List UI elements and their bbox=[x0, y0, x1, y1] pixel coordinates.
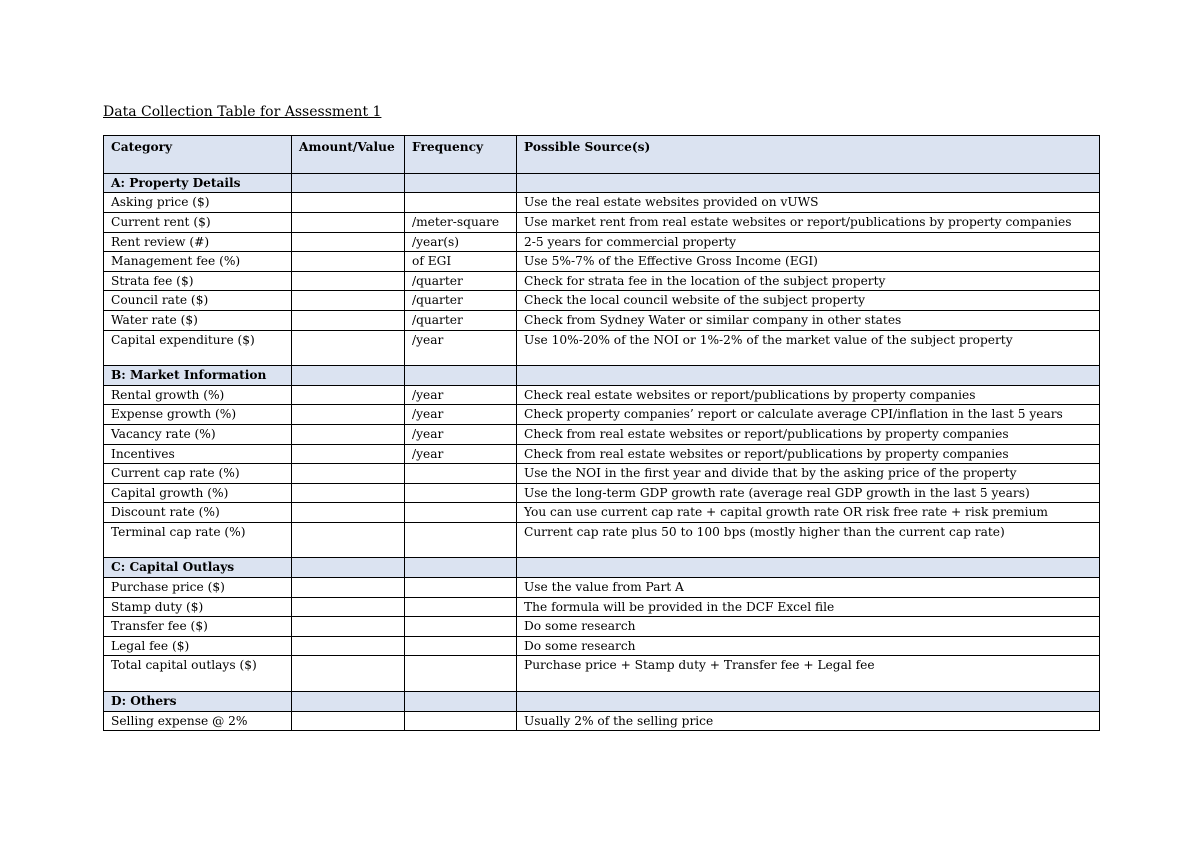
category-cell: Total capital outlays ($) bbox=[104, 656, 292, 692]
frequency-cell bbox=[405, 464, 517, 484]
category-cell: Rent review (#) bbox=[104, 232, 292, 252]
amount-cell[interactable] bbox=[292, 656, 405, 692]
source-cell: The formula will be provided in the DCF Excel file bbox=[517, 597, 1100, 617]
header-source: Possible Source(s) bbox=[517, 136, 1100, 174]
header-category: Category bbox=[104, 136, 292, 174]
table-row bbox=[104, 252, 1100, 272]
frequency-cell: /year bbox=[405, 385, 517, 405]
document-title: Data Collection Table for Assessment 1 bbox=[103, 104, 382, 120]
category-cell: Discount rate (%) bbox=[104, 503, 292, 523]
frequency-cell bbox=[405, 503, 517, 523]
frequency-cell: /year bbox=[405, 330, 517, 366]
frequency-cell bbox=[405, 636, 517, 656]
amount-cell[interactable] bbox=[292, 617, 405, 637]
frequency-cell: /year(s) bbox=[405, 232, 517, 252]
header-frequency: Frequency bbox=[405, 136, 517, 174]
source-cell: Use the real estate websites provided on vUWS bbox=[517, 193, 1100, 213]
section-row-capital-outlays bbox=[104, 558, 1100, 578]
category-cell: Current cap rate (%) bbox=[104, 464, 292, 484]
category-cell: Water rate ($) bbox=[104, 310, 292, 330]
amount-cell[interactable] bbox=[292, 232, 405, 252]
amount-cell[interactable] bbox=[292, 405, 405, 425]
category-cell: Legal fee ($) bbox=[104, 636, 292, 656]
source-cell: Use market rent from real estate websites or report/publications by property companies bbox=[517, 212, 1100, 232]
source-cell: Use the long-term GDP growth rate (average real GDP growth in the last 5 years) bbox=[517, 483, 1100, 503]
amount-cell[interactable] bbox=[292, 578, 405, 598]
source-cell: Use 5%-7% of the Effective Gross Income (EGI) bbox=[517, 252, 1100, 272]
amount-cell[interactable] bbox=[292, 212, 405, 232]
table-row bbox=[104, 444, 1100, 464]
table-row bbox=[104, 464, 1100, 484]
source-cell: Use 10%-20% of the NOI or 1%-2% of the market value of the subject property bbox=[517, 330, 1100, 366]
category-cell: Purchase price ($) bbox=[104, 578, 292, 598]
frequency-cell bbox=[405, 597, 517, 617]
frequency-cell: /year bbox=[405, 405, 517, 425]
amount-cell[interactable] bbox=[292, 636, 405, 656]
header-amount: Amount/Value bbox=[292, 136, 405, 174]
category-cell: Capital growth (%) bbox=[104, 483, 292, 503]
table-row bbox=[104, 310, 1100, 330]
source-cell: Check property companies’ report or calculate average CPI/inflation in the last 5 years bbox=[517, 405, 1100, 425]
amount-cell[interactable] bbox=[292, 330, 405, 366]
table-row bbox=[104, 291, 1100, 311]
section-title: D: Others bbox=[104, 692, 292, 712]
section-row-market-information bbox=[104, 366, 1100, 386]
frequency-cell: /year bbox=[405, 444, 517, 464]
source-cell: Check real estate websites or report/publications by property companies bbox=[517, 385, 1100, 405]
source-cell: Purchase price + Stamp duty + Transfer fee + Legal fee bbox=[517, 656, 1100, 692]
frequency-cell: of EGI bbox=[405, 252, 517, 272]
category-cell: Strata fee ($) bbox=[104, 271, 292, 291]
section-title: A: Property Details bbox=[104, 173, 292, 193]
section-title: C: Capital Outlays bbox=[104, 558, 292, 578]
source-cell: Check from Sydney Water or similar company in other states bbox=[517, 310, 1100, 330]
table-row bbox=[104, 232, 1100, 252]
category-cell: Capital expenditure ($) bbox=[104, 330, 292, 366]
table-row bbox=[104, 193, 1100, 213]
source-cell: Usually 2% of the selling price bbox=[517, 711, 1100, 731]
amount-cell[interactable] bbox=[292, 711, 405, 731]
table-row bbox=[104, 522, 1100, 558]
amount-cell[interactable] bbox=[292, 424, 405, 444]
section-row-property-details bbox=[104, 173, 1100, 193]
category-cell: Rental growth (%) bbox=[104, 385, 292, 405]
source-cell: 2-5 years for commercial property bbox=[517, 232, 1100, 252]
category-cell: Expense growth (%) bbox=[104, 405, 292, 425]
amount-cell[interactable] bbox=[292, 444, 405, 464]
amount-cell[interactable] bbox=[292, 310, 405, 330]
amount-cell[interactable] bbox=[292, 522, 405, 558]
frequency-cell: /quarter bbox=[405, 291, 517, 311]
frequency-cell: /quarter bbox=[405, 271, 517, 291]
frequency-cell bbox=[405, 578, 517, 598]
source-cell: Use the NOI in the first year and divide that by the asking price of the property bbox=[517, 464, 1100, 484]
category-cell: Vacancy rate (%) bbox=[104, 424, 292, 444]
frequency-cell: /quarter bbox=[405, 310, 517, 330]
source-cell: Check for strata fee in the location of the subject property bbox=[517, 271, 1100, 291]
table-row bbox=[104, 424, 1100, 444]
frequency-cell: /meter-square bbox=[405, 212, 517, 232]
table-row bbox=[104, 503, 1100, 523]
table-row bbox=[104, 656, 1100, 692]
frequency-cell: /year bbox=[405, 424, 517, 444]
source-cell: Do some research bbox=[517, 617, 1100, 637]
amount-cell[interactable] bbox=[292, 271, 405, 291]
category-cell: Transfer fee ($) bbox=[104, 617, 292, 637]
source-cell: Current cap rate plus 50 to 100 bps (mostly higher than the current cap rate) bbox=[517, 522, 1100, 558]
table-row bbox=[104, 617, 1100, 637]
amount-cell[interactable] bbox=[292, 464, 405, 484]
table-row bbox=[104, 483, 1100, 503]
table-row bbox=[104, 330, 1100, 366]
frequency-cell bbox=[405, 522, 517, 558]
table-row bbox=[104, 271, 1100, 291]
table-row bbox=[104, 597, 1100, 617]
source-cell: You can use current cap rate + capital growth rate OR risk free rate + risk premium bbox=[517, 503, 1100, 523]
table-row bbox=[104, 578, 1100, 598]
amount-cell[interactable] bbox=[292, 252, 405, 272]
source-cell: Check from real estate websites or report/publications by property companies bbox=[517, 444, 1100, 464]
amount-cell[interactable] bbox=[292, 291, 405, 311]
table-row bbox=[104, 212, 1100, 232]
amount-cell[interactable] bbox=[292, 193, 405, 213]
source-cell: Check the local council website of the subject property bbox=[517, 291, 1100, 311]
frequency-cell bbox=[405, 193, 517, 213]
amount-cell[interactable] bbox=[292, 503, 405, 523]
frequency-cell bbox=[405, 617, 517, 637]
category-cell: Management fee (%) bbox=[104, 252, 292, 272]
table-row bbox=[104, 385, 1100, 405]
frequency-cell bbox=[405, 483, 517, 503]
table-row bbox=[104, 636, 1100, 656]
amount-cell[interactable] bbox=[292, 385, 405, 405]
data-collection-table bbox=[103, 135, 1100, 731]
category-cell: Current rent ($) bbox=[104, 212, 292, 232]
category-cell: Terminal cap rate (%) bbox=[104, 522, 292, 558]
amount-cell[interactable] bbox=[292, 597, 405, 617]
category-cell: Asking price ($) bbox=[104, 193, 292, 213]
category-cell: Incentives bbox=[104, 444, 292, 464]
source-cell: Use the value from Part A bbox=[517, 578, 1100, 598]
category-cell: Council rate ($) bbox=[104, 291, 292, 311]
table-header-row bbox=[104, 136, 1100, 174]
table-row bbox=[104, 405, 1100, 425]
source-cell: Do some research bbox=[517, 636, 1100, 656]
section-title: B: Market Information bbox=[104, 366, 292, 386]
amount-cell[interactable] bbox=[292, 483, 405, 503]
category-cell: Selling expense @ 2% bbox=[104, 711, 292, 731]
category-cell: Stamp duty ($) bbox=[104, 597, 292, 617]
source-cell: Check from real estate websites or report/publications by property companies bbox=[517, 424, 1100, 444]
frequency-cell bbox=[405, 711, 517, 731]
frequency-cell bbox=[405, 656, 517, 692]
table-row bbox=[104, 711, 1100, 731]
section-row-others bbox=[104, 692, 1100, 712]
